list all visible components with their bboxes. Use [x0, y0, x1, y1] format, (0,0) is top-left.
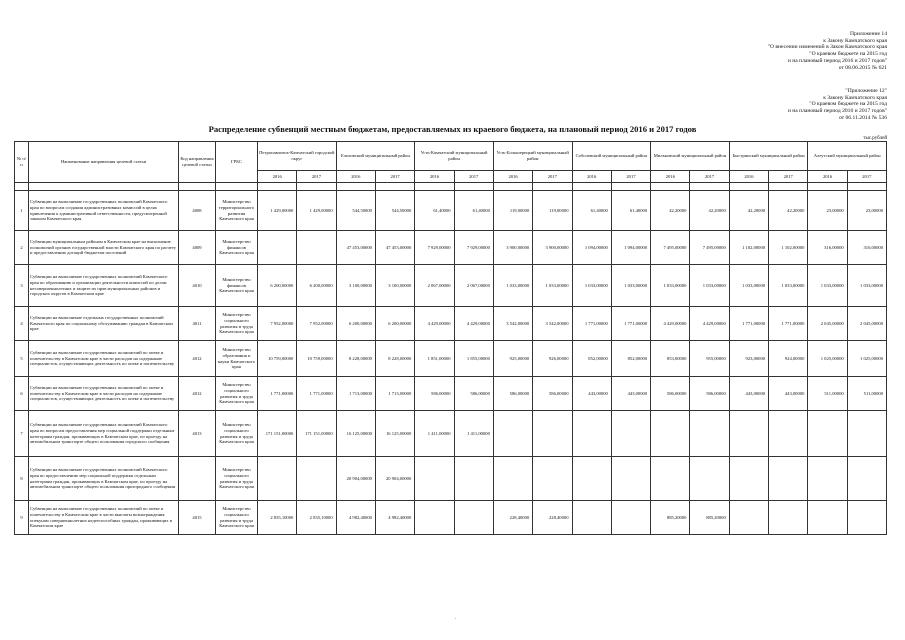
value-cell: 61,40000 [415, 191, 454, 231]
value-cell: 6 200,00000 [375, 307, 414, 341]
value-cell: 8 228,00000 [375, 341, 414, 377]
value-cell: 4 982,40000 [375, 501, 414, 535]
value-cell [847, 457, 886, 501]
value-cell [258, 231, 297, 265]
value-cell: 20 904,00000 [375, 457, 414, 501]
value-cell: 1 771,00000 [611, 307, 650, 341]
value-cell [847, 411, 886, 457]
value-cell: 3 100,00000 [336, 265, 375, 307]
value-cell [651, 411, 690, 457]
value-cell: 1 411,00000 [415, 411, 454, 457]
value-cell: 586,00000 [690, 377, 729, 411]
header-year: 2016 [729, 171, 768, 183]
value-cell: 16 125,00000 [375, 411, 414, 457]
header-year: 2016 [572, 171, 611, 183]
header-year: 2016 [336, 171, 375, 183]
value-cell: 7 495,00000 [651, 231, 690, 265]
row-code: 4009 [179, 231, 216, 265]
value-cell [454, 501, 493, 535]
row-grbs: Министерство финансов Камчатского края [216, 231, 258, 265]
value-cell [769, 501, 808, 535]
value-cell [297, 231, 336, 265]
value-cell: 20 904,00000 [336, 457, 375, 501]
value-cell: 3 900,00000 [533, 231, 572, 265]
value-cell [690, 457, 729, 501]
appendix-line: "О внесении изменений в Закон Камчатского края [767, 44, 887, 51]
value-cell: 23,00000 [847, 191, 886, 231]
value-cell: 316,00000 [808, 231, 847, 265]
row-code: 4015 [179, 501, 216, 535]
value-cell: 885,20000 [651, 501, 690, 535]
table-row [15, 231, 887, 265]
value-cell: 3 542,00000 [533, 307, 572, 341]
value-cell: 1 025,00000 [847, 341, 886, 377]
header-region: Мильковский муниципальный район [651, 142, 730, 171]
value-cell: 4 429,00000 [690, 307, 729, 341]
value-cell: 171 151,00000 [297, 411, 336, 457]
value-cell: 1 033,00000 [847, 265, 886, 307]
row-direction: Субвенции на выполнение государственных полномочий Камчатского края по образованию и организации деятельности комиссий по делам несовершеннолетних и защите их прав муниципальных районов и городских округов в Камчатском крае [29, 265, 179, 307]
value-cell: 1 033,00000 [729, 265, 768, 307]
value-cell: 586,00000 [454, 377, 493, 411]
header-year: 2017 [297, 171, 336, 183]
header-year: 2017 [454, 171, 493, 183]
value-cell: 1 713,00000 [375, 377, 414, 411]
row-direction: Субвенции на выполнение государственных полномочий Камчатского края по вопросам предоставления мер социальной поддержки отдельным категориям граждан, проживающих в Камчатском крае, по проезду на автомобильном транспорте общего пользования городского сообщения [29, 411, 179, 457]
header-year: 2016 [493, 171, 532, 183]
value-cell: 1 771,00000 [729, 307, 768, 341]
value-cell: 511,00000 [847, 377, 886, 411]
row-direction: Субвенции на выполнение государственных полномочий Камчатского края по предоставлению мер социальной поддержки отдельным категориям граждан, проживающих в Камчатском крае, по проезду на автомобильном транспорте общего пользования пригородного сообщения [29, 457, 179, 501]
value-cell: 2 835,10000 [258, 501, 297, 535]
header-region: Алеутский муниципальный район [808, 142, 887, 171]
value-cell: 925,00000 [493, 341, 532, 377]
header-year: 2016 [415, 171, 454, 183]
value-cell [729, 457, 768, 501]
value-cell: 924,00000 [769, 341, 808, 377]
value-cell: 2 045,00000 [847, 307, 886, 341]
value-cell: 4 429,00000 [651, 307, 690, 341]
value-cell: 61,40000 [572, 191, 611, 231]
value-cell: 47 453,00000 [375, 231, 414, 265]
value-cell: 42,20000 [729, 191, 768, 231]
value-cell: 4 429,00000 [415, 307, 454, 341]
column-number-row [15, 183, 887, 191]
appendix-line: "Приложение 12" [845, 88, 887, 94]
value-cell: 1 411,00000 [454, 411, 493, 457]
value-cell [808, 411, 847, 457]
appendix-header [768, 31, 887, 71]
value-cell: 1 033,00000 [533, 265, 572, 307]
header-direction: Наименование направления целевой статьи [29, 142, 179, 183]
value-cell: 42,20000 [690, 191, 729, 231]
header-region: Быстринский муниципальный район [729, 142, 808, 171]
subventions-table [14, 141, 887, 535]
value-cell [493, 457, 532, 501]
row-grbs: Министерство территориального развития Камчатского края [216, 191, 258, 231]
value-cell: 443,00000 [572, 377, 611, 411]
value-cell: 1 851,00000 [415, 341, 454, 377]
header-grbs: ГРБС [216, 142, 258, 183]
value-cell: 1 033,00000 [493, 265, 532, 307]
header-year: 2017 [769, 171, 808, 183]
row-direction: Субвенции на выполнение государственных полномочий по опеке и попечительству в Камчатском крае в части расходов на содержание специалистов, осуществляющих деятельность по опеке и попечительству [29, 377, 179, 411]
row-code: 4008 [179, 191, 216, 231]
value-cell [415, 457, 454, 501]
header-year: 2017 [375, 171, 414, 183]
value-cell: 1 771,00000 [769, 307, 808, 341]
value-cell: 1 713,00000 [336, 377, 375, 411]
row-grbs: Министерство финансов Камчатского края [216, 265, 258, 307]
row-code: 4011 [179, 307, 216, 341]
value-cell: 443,00000 [611, 377, 650, 411]
header-region: Соболевский муниципальный район [572, 142, 651, 171]
value-cell: 1 102,00000 [729, 231, 768, 265]
value-cell: 544,50000 [336, 191, 375, 231]
value-cell: 1 033,00000 [690, 265, 729, 307]
value-cell [651, 457, 690, 501]
value-cell: 955,00000 [690, 341, 729, 377]
value-cell: 544,50000 [375, 191, 414, 231]
table-row [15, 265, 887, 307]
value-cell: 1 033,00000 [572, 265, 611, 307]
units-label: тыс.рублей [863, 136, 887, 141]
value-cell: 1 033,00000 [651, 265, 690, 307]
value-cell: 586,00000 [533, 377, 572, 411]
value-cell [729, 411, 768, 457]
document-title: Распределение субвенций местным бюджетам, предоставляемых из краевого бюджета, на плановый период 2016 и 2017 годов [208, 124, 697, 134]
value-cell [415, 501, 454, 535]
row-number: 4 [15, 307, 29, 341]
value-cell: 61,40000 [611, 191, 650, 231]
value-cell: 4 982,40000 [336, 501, 375, 535]
appendix-line: к Закону Камчатского края [823, 94, 887, 101]
row-code: 4012 [179, 341, 216, 377]
value-cell: 586,00000 [493, 377, 532, 411]
header-year: 2017 [611, 171, 650, 183]
value-cell: 1 771,00000 [258, 377, 297, 411]
value-cell: 16 125,00000 [336, 411, 375, 457]
header-year: 2016 [651, 171, 690, 183]
value-cell: 119,00000 [493, 191, 532, 231]
value-cell: 2 067,00000 [454, 265, 493, 307]
value-cell [572, 457, 611, 501]
row-grbs: Министерство социального развития и труда Камчатского края [216, 307, 258, 341]
value-cell: 228,40000 [493, 501, 532, 535]
value-cell: 7 952,00000 [297, 307, 336, 341]
header-year: 2016 [808, 171, 847, 183]
table-row [15, 307, 887, 341]
appendix-line: "О краевом бюджете на 2015 год [809, 101, 887, 108]
value-cell: 7 929,00000 [415, 231, 454, 265]
header-code: Код направления целевой статьи [179, 142, 216, 183]
row-direction: Субвенции на выполнение государственных полномочий по опеке и попечительству в Камчатском крае в части выплаты вознаграждения опекунам совершеннолетних недееспособных граждан, проживающих в Камчатском крае [29, 501, 179, 535]
row-code: 4010 [179, 265, 216, 307]
appendix-line: и на плановый период 2016 и 2017 годов" [787, 108, 887, 115]
value-cell [572, 411, 611, 457]
row-grbs: Министерство социального развития и труда Камчатского края [216, 411, 258, 457]
value-cell: 61,40000 [454, 191, 493, 231]
table-row [15, 501, 887, 535]
appendix-line: Приложение 14 [849, 31, 887, 37]
header-region: Усть-Камчатский муниципальный район [415, 142, 494, 171]
value-cell: 228,40000 [533, 501, 572, 535]
value-cell: 7 495,00000 [690, 231, 729, 265]
row-number: 8 [15, 457, 29, 501]
row-direction: Субвенции на выполнение государственных полномочий по опеке и попечительству в Камчатском крае в части расходов на содержание специалистов, осуществляющих деятельность по опеке и попечительству [29, 341, 179, 377]
value-cell: 1 094,00000 [572, 231, 611, 265]
row-number: 5 [15, 341, 29, 377]
value-cell: 443,00000 [769, 377, 808, 411]
value-cell: 3 100,00000 [375, 265, 414, 307]
value-cell: 852,00000 [572, 341, 611, 377]
table-body [15, 191, 887, 535]
value-cell: 1 771,00000 [297, 377, 336, 411]
table-row [15, 411, 887, 457]
value-cell: 1 855,00000 [454, 341, 493, 377]
header-year: 2017 [690, 171, 729, 183]
original-appendix-header [788, 88, 887, 122]
value-cell: 1 094,00000 [611, 231, 650, 265]
row-number: 7 [15, 411, 29, 457]
value-cell: 42,20000 [651, 191, 690, 231]
value-cell: 853,00000 [651, 341, 690, 377]
value-cell: 119,00000 [533, 191, 572, 231]
value-cell [729, 501, 768, 535]
value-cell [769, 457, 808, 501]
row-code [179, 457, 216, 501]
row-grbs: Министерство социального развития и труда Камчатского края [216, 501, 258, 535]
value-cell [808, 501, 847, 535]
header-region: Петропавловск-Камчатский городской округ [258, 142, 337, 171]
value-cell: 10 759,00000 [258, 341, 297, 377]
header-year: 2017 [847, 171, 886, 183]
value-cell [611, 501, 650, 535]
value-cell: 3 900,00000 [493, 231, 532, 265]
header-year: 2016 [258, 171, 297, 183]
value-cell [533, 411, 572, 457]
row-number: 1 [15, 191, 29, 231]
value-cell: 7 929,00000 [454, 231, 493, 265]
table-row [15, 457, 887, 501]
value-cell: 47 453,00000 [336, 231, 375, 265]
value-cell: 10 759,00000 [297, 341, 336, 377]
value-cell [493, 411, 532, 457]
value-cell: 6 200,00000 [258, 265, 297, 307]
value-cell: 316,00000 [847, 231, 886, 265]
appendix-line: и на плановый период 2016 и 2017 годов" [787, 57, 887, 64]
header-region: Елизовский муниципальный район [336, 142, 415, 171]
row-number: 3 [15, 265, 29, 307]
value-cell: 8 228,00000 [336, 341, 375, 377]
value-cell: 923,00000 [729, 341, 768, 377]
value-cell: 885,20000 [690, 501, 729, 535]
value-cell [533, 457, 572, 501]
value-cell [454, 457, 493, 501]
value-cell: 1 025,00000 [808, 341, 847, 377]
value-cell: 42,20000 [769, 191, 808, 231]
row-direction: Субвенции на выполнение государственных полномочий Камчатского края по вопросам создания административных комиссий в целях привлечения к административной ответственности, предусмотренной законом Камчатского края [29, 191, 179, 231]
value-cell: 511,00000 [808, 377, 847, 411]
value-cell [847, 501, 886, 535]
table-row [15, 341, 887, 377]
value-cell [572, 501, 611, 535]
table-row [15, 191, 887, 231]
appendix-line: "О краевом бюджете на 2015 год [809, 51, 887, 58]
value-cell: 7 952,00000 [258, 307, 297, 341]
row-direction: Субвенции муниципальным районам в Камчатском крае на выполнение полномочий органов государственной власти Камчатского края по расчету и предоставлению дотаций бюджетам поселений [29, 231, 179, 265]
value-cell: 926,00000 [533, 341, 572, 377]
value-cell: 2 045,00000 [808, 307, 847, 341]
header-row [15, 142, 887, 171]
row-number: 9 [15, 501, 29, 535]
row-grbs: Министерство социального развития и труда Камчатского края [216, 377, 258, 411]
value-cell [611, 411, 650, 457]
row-code: 4012 [179, 377, 216, 411]
value-cell: 1 429,00000 [297, 191, 336, 231]
value-cell: 1 033,00000 [769, 265, 808, 307]
value-cell: 3 542,00000 [493, 307, 532, 341]
row-grbs: Министерство социального развития и труда Камчатского края [216, 457, 258, 501]
row-number: 6 [15, 377, 29, 411]
value-cell: 6 200,00000 [297, 265, 336, 307]
value-cell: 586,00000 [651, 377, 690, 411]
value-cell: 23,00000 [808, 191, 847, 231]
value-cell: 1 102,00000 [769, 231, 808, 265]
value-cell [690, 411, 729, 457]
value-cell: 2 067,00000 [415, 265, 454, 307]
row-number: 2 [15, 231, 29, 265]
value-cell: 4 429,00000 [454, 307, 493, 341]
value-cell [808, 457, 847, 501]
appendix-line: от 08.06.2015 № 621 [838, 64, 887, 71]
row-direction: Субвенции на выполнение отдельных государственных полномочий Камчатского края по социальному обслуживанию граждан в Камчатском крае [29, 307, 179, 341]
value-cell [769, 411, 808, 457]
table-row [15, 377, 887, 411]
appendix-line: от 06.11.2014 № 536 [838, 114, 887, 121]
value-cell: 586,00000 [415, 377, 454, 411]
value-cell: 1 771,00000 [572, 307, 611, 341]
header-year: 2017 [533, 171, 572, 183]
row-code: 4013 [179, 411, 216, 457]
value-cell: 443,00000 [729, 377, 768, 411]
value-cell: 171 151,00000 [258, 411, 297, 457]
value-cell: 852,00000 [611, 341, 650, 377]
value-cell [297, 457, 336, 501]
value-cell: 6 200,00000 [336, 307, 375, 341]
value-cell [258, 457, 297, 501]
value-cell: 1 033,00000 [611, 265, 650, 307]
appendix-line: к Закону Камчатского края [823, 37, 887, 44]
header-region: Усть-Большерецкий муниципальный район [493, 142, 572, 171]
header-no: № п/п [15, 142, 29, 183]
value-cell: 2 835,10000 [297, 501, 336, 535]
value-cell: 1 429,00000 [258, 191, 297, 231]
row-grbs: Министерство образования и науки Камчатского края [216, 341, 258, 377]
value-cell [611, 457, 650, 501]
value-cell: 1 033,00000 [808, 265, 847, 307]
